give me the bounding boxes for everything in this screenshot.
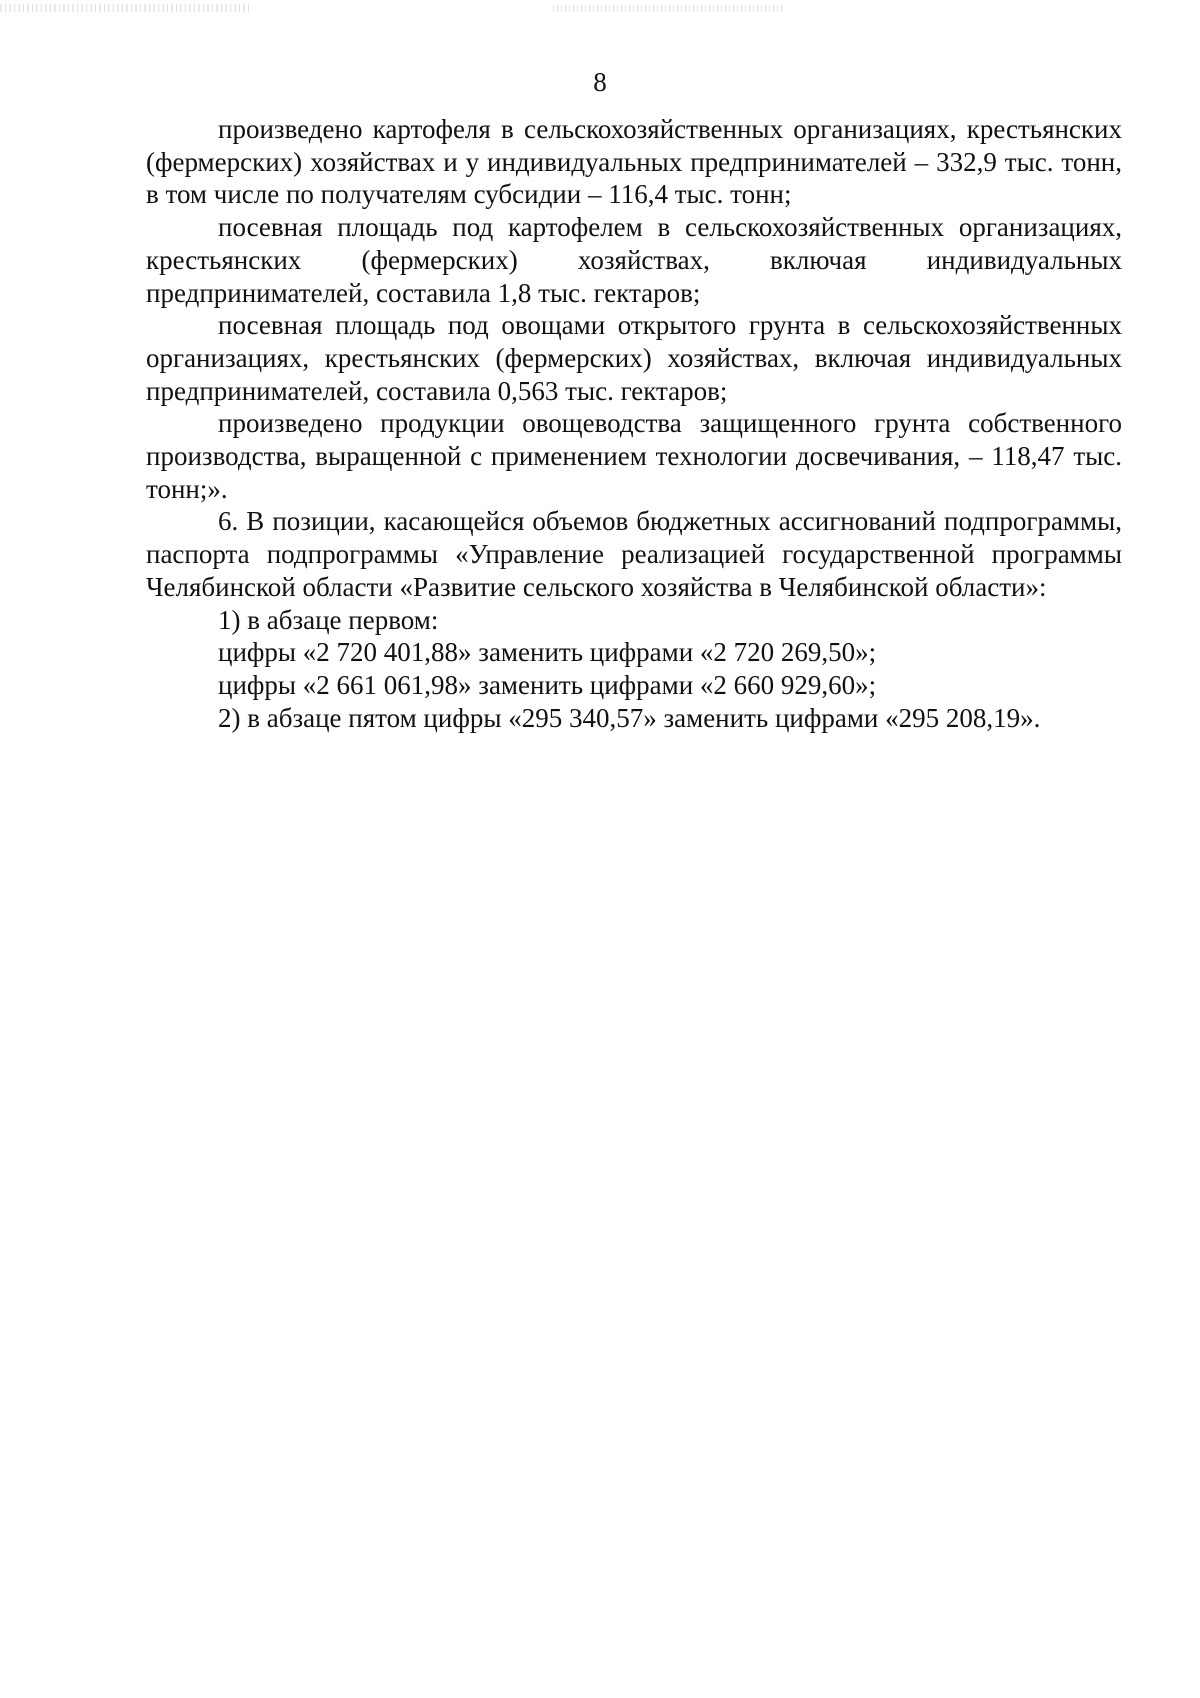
- document-body: [146, 113, 1122, 734]
- paragraph-subitem-2: 2) в абзаце пятом цифры «295 340,57» заменить цифрами «295 208,19».: [218, 702, 1041, 733]
- page-number: 8: [593, 67, 607, 97]
- paragraph-potato-production: произведено картофеля в сельскохозяйственных организациях, крестьянских (фермерских) хозяйствах и у индивидуальных предпринимателей – 332,9 тыс. тонн, в том числе по получателям субсидии – 116,4 тыс. тонн;: [146, 114, 1122, 210]
- paragraph-greenhouse-production: произведено продукции овощеводства защищенного грунта собственного производства, выращенной с применением технологии досвечивания, – 118,47 тыс. тонн;».: [146, 408, 1122, 504]
- paragraph-vegetable-area: посевная площадь под овощами открытого грунта в сельскохозяйственных организациях, крестьянских (фермерских) хозяйствах, включая индивидуальных предпринимателей, составила 0,563 тыс. гектаров;: [146, 310, 1122, 406]
- paragraph-replace-figures-1: цифры «2 720 401,88» заменить цифрами «2 720 269,50»;: [218, 637, 877, 668]
- paragraph-item-6: 6. В позиции, касающейся объемов бюджетных ассигнований подпрограммы, паспорта подпрограммы «Управление реализацией государственной программы Челябинской области «Развитие сельского хозяйства в Челябинской области»:: [146, 506, 1122, 602]
- scan-artifact-top-left: [0, 4, 250, 12]
- paragraph-replace-figures-2: цифры «2 661 061,98» заменить цифрами «2 660 929,60»;: [218, 669, 877, 700]
- paragraph-potato-area: посевная площадь под картофелем в сельскохозяйственных организациях, крестьянских (фермерских) хозяйствах, включая индивидуальных предпринимателей, составила 1,8 тыс. гектаров;: [146, 212, 1122, 308]
- scan-artifact-top-center: [553, 5, 783, 12]
- paragraph-subitem-1: 1) в абзаце первом:: [218, 604, 439, 635]
